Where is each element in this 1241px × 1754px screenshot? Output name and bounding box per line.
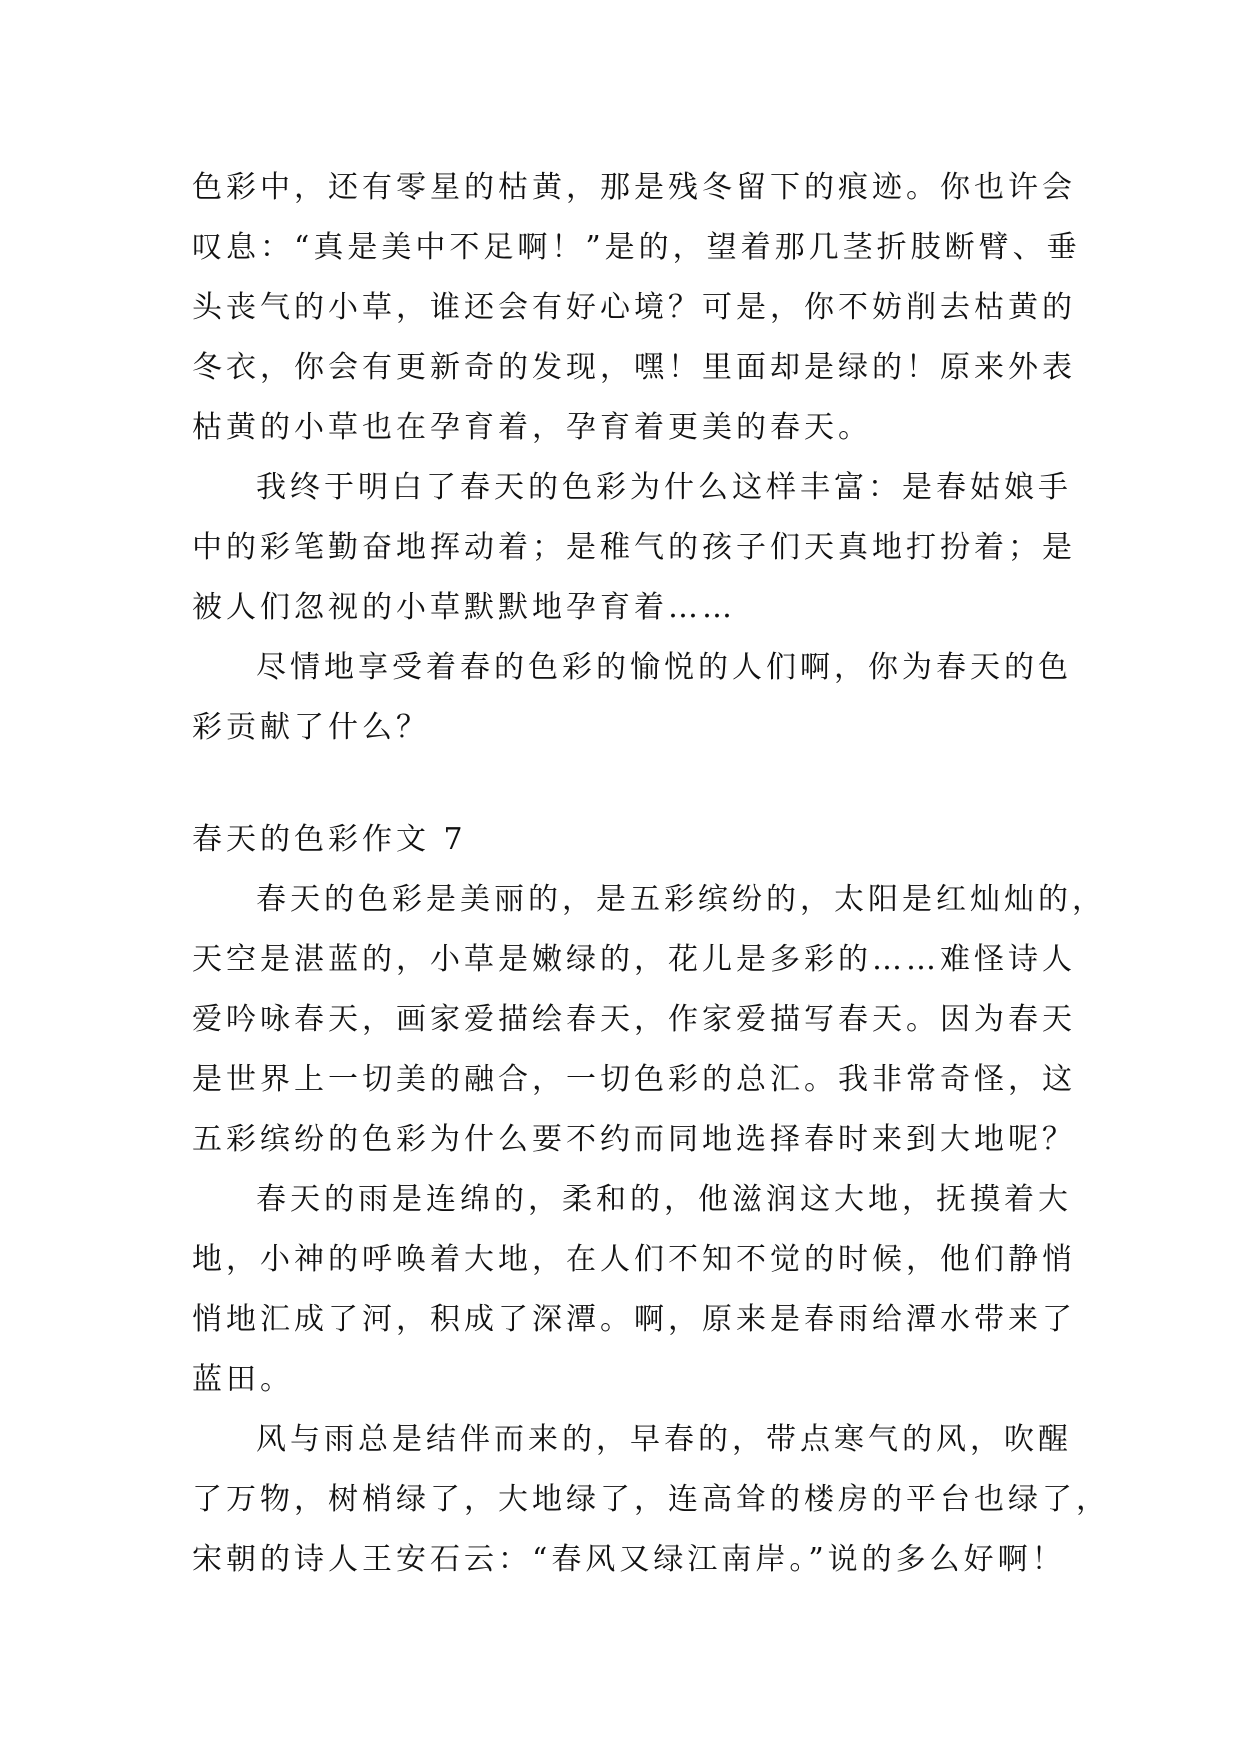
text-line: 冬衣，你会有更新奇的发现，嘿！里面却是绿的！原来外表 [192, 350, 1076, 385]
text-line: 尽情地享受着春的色彩的愉悦的人们啊，你为春天的色 [256, 650, 1072, 685]
paragraph [192, 870, 1106, 1170]
text-line: 五彩缤纷的色彩为什么要不约而同地选择春时来到大地呢？ [192, 1122, 1076, 1157]
text-line: 爱吟咏春天，画家爱描绘春天，作家爱描写春天。因为春天 [192, 1002, 1076, 1037]
text-line: 枯黄的小草也在孕育着，孕育着更美的春天。 [192, 410, 872, 445]
text-line: 头丧气的小草，谁还会有好心境？可是，你不妨削去枯黄的 [192, 290, 1076, 325]
paragraph [192, 158, 1092, 458]
text-line: 被人们忽视的小草默默地孕育着…… [192, 590, 736, 625]
text-line: 宋朝的诗人王安石云：“春风又绿江南岸。”说的多么好啊！ [192, 1542, 1066, 1577]
text-line: 天空是湛蓝的，小草是嫩绿的，花儿是多彩的……难怪诗人 [192, 942, 1076, 977]
text-line: 春天的雨是连绵的，柔和的，他滋润这大地，抚摸着大 [256, 1182, 1072, 1217]
document-page [192, 158, 1110, 1590]
text-line: 彩贡献了什么？ [192, 710, 430, 745]
text-line: 悄地汇成了河，积成了深潭。啊，原来是春雨给潭水带来了 [192, 1302, 1076, 1337]
paragraph [192, 1170, 1092, 1410]
text-line: 叹息：“真是美中不足啊！”是的，望着那几茎折肢断臂、垂 [192, 230, 1081, 265]
text-line: 色彩中，还有零星的枯黄，那是残冬留下的痕迹。你也许会 [192, 170, 1076, 205]
essay-title: 春天的色彩作文 7 [192, 822, 467, 857]
paragraph [192, 1410, 1110, 1590]
text-line: 我终于明白了春天的色彩为什么这样丰富：是春姑娘手 [256, 470, 1072, 505]
paragraph [192, 458, 1092, 638]
text-line: 了万物，树梢绿了，大地绿了，连高耸的楼房的平台也绿了， [192, 1482, 1110, 1517]
text-line: 中的彩笔勤奋地挥动着；是稚气的孩子们天真地打扮着；是 [192, 530, 1076, 565]
text-line: 春天的色彩是美丽的，是五彩缤纷的，太阳是红灿灿的， [256, 882, 1106, 917]
text-line: 风与雨总是结伴而来的，早春的，带点寒气的风，吹醒 [256, 1422, 1072, 1457]
section-gap [192, 758, 1092, 810]
text-line: 地，小神的呼唤着大地，在人们不知不觉的时候，他们静悄 [192, 1242, 1076, 1277]
text-line: 蓝田。 [192, 1362, 294, 1397]
text-line: 是世界上一切美的融合，一切色彩的总汇。我非常奇怪，这 [192, 1062, 1076, 1097]
paragraph [192, 638, 1092, 758]
